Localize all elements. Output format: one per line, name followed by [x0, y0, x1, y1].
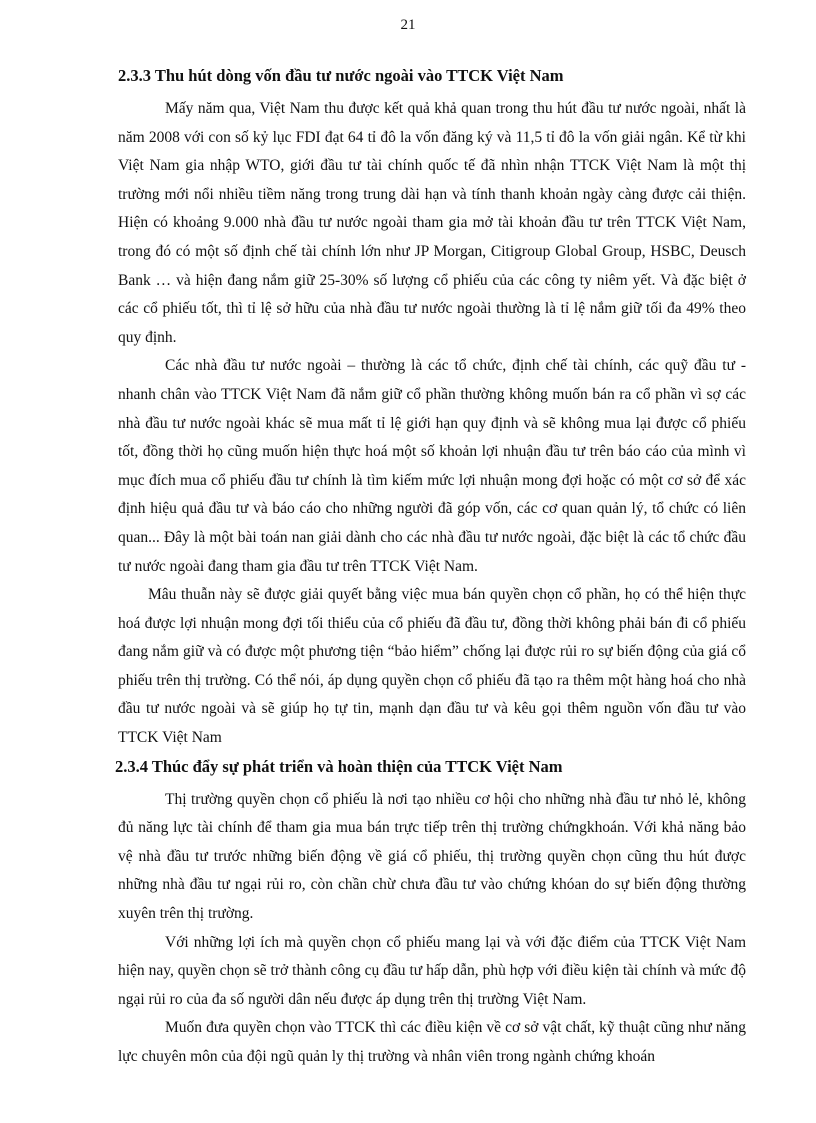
paragraph: Mâu thuẫn này sẽ được giải quyết bằng việc mua bán quyền chọn cổ phần, họ có thể hiện thực hoá được lợi nhuận mong đợi tối thiểu của cổ phiếu đã đầu tư, đồng thời không phải bán đi cổ phiếu đang nắm giữ và có được một phương tiện “bảo hiểm” chống lại được rủi ro sự biến động của giá cổ phiếu trên thị trường. Có thể nói, áp dụng quyền chọn cổ phiếu đã tạo ra thêm một hàng hoá cho nhà đầu tư nước ngoài và sẽ giúp họ tự tin, mạnh dạn đầu tư và kêu gọi thêm nguồn vốn đầu tư vào TTCK Việt Nam — [118, 586, 746, 747]
paragraph: Các nhà đầu tư nước ngoài – thường là các tổ chức, định chế tài chính, các quỹ đầu tư - nhanh chân vào TTCK Việt Nam đã nắm giữ cổ phần thường không muốn bán ra cổ phần vì sợ các nhà đầu tư nước ngoài khác sẽ mua mất tỉ lệ giới hạn quy định và sẽ không mua lại được cổ phiếu tốt, đồng thời họ cũng muốn hiện thực hoá một số khoản lợi nhuận đầu tư trên báo cáo của mình vì mục đích mua cổ phiếu đầu tư chính là tìm kiếm mức lợi nhuận mong đợi hoặc có một cơ sở để xác định hiệu quả đầu tư và báo cáo cho những người đã góp vốn, các cơ quan quản lý, tổ chức có liên quan... Đây là một bài toán nan giải dành cho các nhà đầu tư nước ngoài, đặc biệt là các tổ chức đầu tư nước ngoài đang tham gia đầu tư trên TTCK Việt Nam. — [118, 357, 746, 575]
page-number: 21 — [400, 17, 416, 33]
paragraph: Muốn đưa quyền chọn vào TTCK thì các điều kiện về cơ sở vật chất, kỹ thuật cũng như năng lực chuyên môn của đội ngũ quản ly thị trường và nhân viên trong ngành chứng khoán — [118, 1019, 746, 1065]
paragraph: Với những lợi ích mà quyền chọn cổ phiếu mang lại và với đặc điểm của TTCK Việt Nam hiện nay, quyền chọn sẽ trở thành công cụ đầu tư hấp dẫn, phù hợp với điều kiện tài chính và mức độ ngại rủi ro của đa số người dân nếu được áp dụng trên thị trường Việt Nam. — [118, 933, 746, 1008]
document-body — [115, 66, 746, 1072]
paragraph: Mấy năm qua, Việt Nam thu được kết quả khả quan trong thu hút đầu tư nước ngoài, nhất là năm 2008 với con số kỷ lục FDI đạt 64 tỉ đô la vốn đăng ký và 11,5 tỉ đô la vốn giải ngân. Kể từ khi Việt Nam gia nhập WTO, giới đầu tư tài chính quốc tế đã nhìn nhận TTCK Việt Nam là một thị trường mới nổi nhiều tiềm năng trong trung dài hạn và tính thanh khoản ngày càng được cải thiện. Hiện có khoảng 9.000 nhà đầu tư nước ngoài tham gia mở tài khoản đầu tư trên TTCK Việt Nam, trong đó có một số định chế tài chính lớn như JP Morgan, Citigroup Global Group, HSBC, Deusch Bank … và hiện đang nắm giữ 25-30% số lượng cổ phiếu của các công ty niêm yết. Và đặc biệt ở các cổ phiếu tốt, thì tỉ lệ sở hữu của nhà đầu tư nước ngoài thường là tỉ lệ nắm giữ tối đa 49% theo quy định. — [118, 100, 746, 346]
section-heading-2-3-3: 2.3.3 Thu hút dòng vốn đầu tư nước ngoài vào TTCK Việt Nam — [118, 66, 564, 85]
section-heading-2-3-4: 2.3.4 Thúc đẩy sự phát triển và hoàn thiện của TTCK Việt Nam — [115, 756, 563, 776]
paragraph: Thị trường quyền chọn cổ phiếu là nơi tạo nhiều cơ hội cho những nhà đầu tư nhỏ lẻ, không đủ năng lực tài chính để tham gia mua bán trực tiếp trên thị trường chứngkhoán. Với khả năng bảo vệ nhà đầu tư trước những biến động về giá cổ phiếu, thị trường quyền chọn cũng thu hút được những nhà đầu tư ngại rủi ro, còn chần chừ chưa đầu tư vào chứng khóan do sự biến động thường xuyên trên thị trường. — [118, 790, 746, 923]
